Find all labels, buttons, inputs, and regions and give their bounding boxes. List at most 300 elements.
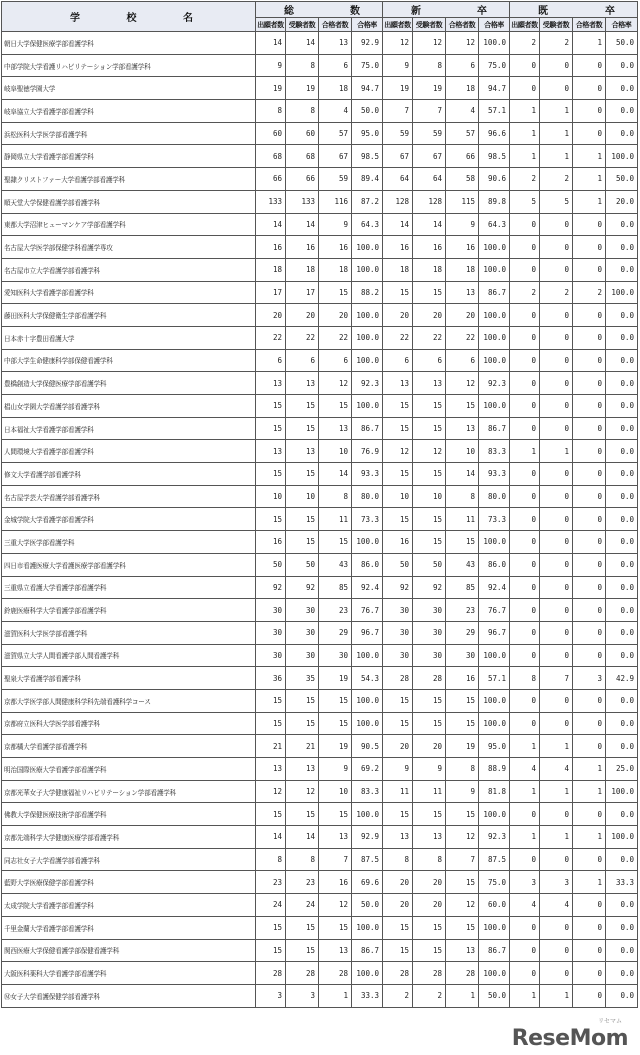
value-cell: 1 [573,190,606,213]
school-name-cell: 佛教大学保健医療技術学部看護学科 [2,803,256,826]
value-cell: 92.3 [479,372,510,395]
value-cell: 0 [540,372,573,395]
value-cell: 0 [573,213,606,236]
value-cell: 15 [383,395,413,418]
value-cell: 50 [256,553,286,576]
value-cell: 8 [413,54,446,77]
value-cell: 89.4 [352,168,383,191]
value-cell: 100.0 [479,32,510,55]
value-cell: 15 [413,281,446,304]
value-cell: 0 [573,258,606,281]
value-cell: 100.0 [352,689,383,712]
value-cell: 16 [413,236,446,259]
value-cell: 9 [256,54,286,77]
value-cell: 28 [319,962,352,985]
value-cell: 25.0 [606,758,638,781]
value-cell: 0.0 [606,304,638,327]
value-cell: 59 [383,122,413,145]
value-cell: 87.5 [352,848,383,871]
value-cell: 0 [540,236,573,259]
value-cell: 15 [413,508,446,531]
school-name-cell: 豊橋創造大学保健医療学部看護学科 [2,372,256,395]
value-cell: 6 [286,349,319,372]
value-cell: 133 [256,190,286,213]
value-cell: 15 [286,531,319,554]
value-cell: 0.0 [606,894,638,917]
value-cell: 86.7 [479,417,510,440]
value-cell: 3 [286,984,319,1007]
value-cell: 86.7 [352,417,383,440]
value-cell: 13 [256,440,286,463]
table-row [2,848,638,871]
table-row [2,395,638,418]
value-cell: 0.0 [606,621,638,644]
value-cell: 100.0 [606,826,638,849]
value-cell: 13 [286,758,319,781]
value-cell: 16 [319,871,352,894]
value-cell: 4 [510,894,540,917]
value-cell: 92 [383,576,413,599]
value-cell: 67 [383,145,413,168]
value-cell: 28 [446,962,479,985]
column-header: 出願者数 [256,18,286,32]
value-cell: 30 [256,621,286,644]
value-cell: 10 [319,440,352,463]
value-cell: 9 [319,758,352,781]
school-name-cell: 静岡県立大学看護学部看護学科 [2,145,256,168]
value-cell: 22 [286,326,319,349]
school-name-cell: 順天堂大学保健看護学部看護学科 [2,190,256,213]
value-cell: 6 [446,54,479,77]
value-cell: 0 [573,916,606,939]
value-cell: 30 [256,599,286,622]
value-cell: 57 [446,122,479,145]
value-cell: 15 [413,803,446,826]
school-name-cell: 京都光華女子大学健康福祉リハビリテーション学部看護学科 [2,780,256,803]
table-row [2,553,638,576]
value-cell: 30 [286,644,319,667]
value-cell: 2 [540,32,573,55]
value-cell: 13 [286,440,319,463]
value-cell: 0 [573,440,606,463]
value-cell: 30 [383,644,413,667]
value-cell: 4 [540,758,573,781]
value-cell: 28 [256,962,286,985]
value-cell: 4 [510,758,540,781]
value-cell: 15 [319,689,352,712]
value-cell: 0 [540,417,573,440]
value-cell: 15 [413,689,446,712]
table-row [2,712,638,735]
value-cell: 1 [573,758,606,781]
value-cell: 0 [540,803,573,826]
value-cell: 0 [540,848,573,871]
value-cell: 100.0 [352,531,383,554]
value-cell: 20 [413,894,446,917]
value-cell: 16 [286,236,319,259]
value-cell: 12 [286,780,319,803]
value-cell: 15 [383,939,413,962]
table-row [2,463,638,486]
school-name-cell: 京都府立医科大学医学部看護学科 [2,712,256,735]
value-cell: 100.0 [479,236,510,259]
value-cell: 14 [286,826,319,849]
value-cell: 60 [286,122,319,145]
value-cell: 22 [446,326,479,349]
value-cell: 1 [510,440,540,463]
school-name-cell: 聖泉大学看護学部看護学科 [2,667,256,690]
table-row [2,417,638,440]
value-cell: 15 [446,531,479,554]
value-cell: 1 [540,826,573,849]
value-cell: 1 [540,735,573,758]
value-cell: 6 [383,349,413,372]
school-name-cell: 四日市看護医療大学看護医療学部看護学科 [2,553,256,576]
value-cell: 13 [319,417,352,440]
value-cell: 0.0 [606,417,638,440]
table-row [2,621,638,644]
value-cell: 12 [256,780,286,803]
value-cell: 100.0 [479,304,510,327]
value-cell: 15 [286,712,319,735]
value-cell: 115 [446,190,479,213]
school-name-cell: 日本赤十字豊田看護大学 [2,326,256,349]
value-cell: 1 [510,984,540,1007]
value-cell: 1 [510,122,540,145]
value-cell: 0.0 [606,803,638,826]
value-cell: 43 [319,553,352,576]
value-cell: 15 [286,689,319,712]
value-cell: 13 [256,758,286,781]
value-cell: 14 [256,32,286,55]
value-cell: 15 [286,916,319,939]
value-cell: 0 [510,508,540,531]
value-cell: 0 [540,599,573,622]
value-cell: 15 [413,939,446,962]
school-name-cell: 名古屋市立大学看護学部看護学科 [2,258,256,281]
value-cell: 0 [510,326,540,349]
table-row [2,485,638,508]
value-cell: 0 [573,395,606,418]
value-cell: 11 [413,780,446,803]
value-cell: 0 [540,213,573,236]
value-cell: 0 [510,349,540,372]
value-cell: 20 [383,304,413,327]
value-cell: 68 [256,145,286,168]
value-cell: 0 [510,576,540,599]
value-cell: 15 [319,916,352,939]
value-cell: 15 [413,463,446,486]
school-name-cell: 関西医療大学保健看護学部保健看護学科 [2,939,256,962]
value-cell: 15 [256,939,286,962]
table-row [2,576,638,599]
value-cell: 30 [286,599,319,622]
value-cell: 100.0 [352,644,383,667]
school-name-cell: 名古屋学芸大学看護学部看護学科 [2,485,256,508]
value-cell: 13 [256,372,286,395]
value-cell: 116 [319,190,352,213]
school-name-cell: 中部学院大学看護リハビリテーション学部看護学科 [2,54,256,77]
value-cell: 1 [573,780,606,803]
value-cell: 16 [446,667,479,690]
value-cell: 0 [573,236,606,259]
value-cell: 58 [446,168,479,191]
value-cell: 13 [319,939,352,962]
value-cell: 0 [510,54,540,77]
value-cell: 30 [413,644,446,667]
school-name-cell: 金城学院大学看護学部看護学科 [2,508,256,531]
value-cell: 0.0 [606,100,638,123]
value-cell: 1 [540,984,573,1007]
value-cell: 15 [446,395,479,418]
value-cell: 20 [446,304,479,327]
value-cell: 15 [413,531,446,554]
table-row [2,894,638,917]
value-cell: 100.0 [352,803,383,826]
value-cell: 15 [256,395,286,418]
value-cell: 93.3 [352,463,383,486]
value-cell: 69.2 [352,758,383,781]
value-cell: 0 [540,712,573,735]
table-row [2,77,638,100]
value-cell: 15 [446,689,479,712]
value-cell: 12 [319,372,352,395]
value-cell: 15 [286,803,319,826]
value-cell: 6 [319,349,352,372]
value-cell: 13 [446,939,479,962]
school-name-cell: 滋賀医科大学医学部看護学科 [2,621,256,644]
value-cell: 0 [540,395,573,418]
value-cell: 92.3 [352,372,383,395]
value-cell: 57 [319,122,352,145]
value-cell: 96.7 [479,621,510,644]
value-cell: 0.0 [606,735,638,758]
value-cell: 100.0 [479,803,510,826]
value-cell: 24 [286,894,319,917]
value-cell: 3 [256,984,286,1007]
value-cell: 4 [540,894,573,917]
value-cell: 18 [413,258,446,281]
value-cell: 15 [319,531,352,554]
value-cell: 3 [573,667,606,690]
value-cell: 7 [383,100,413,123]
value-cell: 86.7 [479,939,510,962]
value-cell: 69.6 [352,871,383,894]
value-cell: 85 [446,576,479,599]
value-cell: 20.0 [606,190,638,213]
value-cell: 8 [446,758,479,781]
value-cell: 2 [510,168,540,191]
column-header: 受験者数 [413,18,446,32]
value-cell: 3 [510,871,540,894]
value-cell: 5 [540,190,573,213]
value-cell: 10 [319,780,352,803]
value-cell: 1 [510,826,540,849]
value-cell: 18 [286,258,319,281]
column-header: 出願者数 [510,18,540,32]
value-cell: 9 [446,780,479,803]
value-cell: 15 [256,417,286,440]
value-cell: 98.5 [479,145,510,168]
value-cell: 20 [413,735,446,758]
value-cell: 0.0 [606,258,638,281]
value-cell: 15 [446,712,479,735]
column-header: 出願者数 [383,18,413,32]
value-cell: 18 [319,77,352,100]
value-cell: 0 [573,689,606,712]
value-cell: 0 [540,916,573,939]
value-cell: 92.9 [352,826,383,849]
value-cell: 14 [256,213,286,236]
school-name-cell: 愛知医科大学看護学部看護学科 [2,281,256,304]
value-cell: 0.0 [606,984,638,1007]
value-cell: 8 [446,485,479,508]
value-cell: 30 [383,599,413,622]
value-cell: 87.5 [479,848,510,871]
table-row [2,508,638,531]
school-name-cell: 藤田医科大学保健衛生学部看護学科 [2,304,256,327]
school-name-cell: Ⓜ女子大学看護保健学部看護学科 [2,984,256,1007]
value-cell: 28 [286,962,319,985]
value-cell: 86.0 [479,553,510,576]
value-cell: 8 [319,485,352,508]
value-cell: 81.8 [479,780,510,803]
value-cell: 20 [413,871,446,894]
school-name-cell: 京都大学医学部人間健康科学科先端看護科学コース [2,689,256,712]
value-cell: 0.0 [606,463,638,486]
value-cell: 0.0 [606,962,638,985]
value-cell: 13 [413,826,446,849]
value-cell: 92.4 [479,576,510,599]
value-cell: 54.3 [352,667,383,690]
value-cell: 0 [510,236,540,259]
value-cell: 7 [413,100,446,123]
value-cell: 6 [446,349,479,372]
value-cell: 76.9 [352,440,383,463]
value-cell: 0 [540,644,573,667]
value-cell: 7 [319,848,352,871]
value-cell: 73.3 [479,508,510,531]
school-name-cell: 東都大学沼津ヒューマンケア学部看護学科 [2,213,256,236]
value-cell: 20 [413,304,446,327]
value-cell: 9 [383,758,413,781]
value-cell: 0.0 [606,54,638,77]
school-name-cell: 日本福祉大学看護学部看護学科 [2,417,256,440]
school-name-cell: 藍野大学医療保健学部看護学科 [2,871,256,894]
value-cell: 64 [383,168,413,191]
value-cell: 1 [540,780,573,803]
table-row [2,236,638,259]
value-cell: 0.0 [606,440,638,463]
value-cell: 15 [446,803,479,826]
column-header: 受験者数 [286,18,319,32]
value-cell: 16 [383,531,413,554]
value-cell: 10 [413,485,446,508]
value-cell: 96.6 [479,122,510,145]
table-row [2,758,638,781]
value-cell: 1 [573,145,606,168]
value-cell: 66 [256,168,286,191]
value-cell: 92.4 [352,576,383,599]
value-cell: 1 [540,145,573,168]
value-cell: 50 [413,553,446,576]
value-cell: 19 [256,77,286,100]
value-cell: 15 [286,417,319,440]
value-cell: 0 [510,689,540,712]
table-row [2,984,638,1007]
table-row [2,871,638,894]
value-cell: 15 [319,281,352,304]
value-cell: 15 [446,916,479,939]
table-row [2,168,638,191]
value-cell: 90.5 [352,735,383,758]
value-cell: 28 [383,667,413,690]
value-cell: 0.0 [606,77,638,100]
table-row [2,939,638,962]
value-cell: 10 [446,440,479,463]
value-cell: 75.0 [352,54,383,77]
value-cell: 0 [510,848,540,871]
value-cell: 0.0 [606,326,638,349]
value-cell: 0 [573,100,606,123]
value-cell: 0 [510,916,540,939]
value-cell: 0.0 [606,236,638,259]
value-cell: 35 [286,667,319,690]
value-cell: 83.3 [479,440,510,463]
value-cell: 100.0 [479,349,510,372]
value-cell: 14 [286,32,319,55]
value-cell: 20 [286,304,319,327]
value-cell: 15 [446,871,479,894]
value-cell: 15 [383,689,413,712]
value-cell: 0 [540,531,573,554]
value-cell: 0 [540,349,573,372]
value-cell: 0.0 [606,508,638,531]
value-cell: 33.3 [606,871,638,894]
value-cell: 30 [413,621,446,644]
value-cell: 23 [286,871,319,894]
value-cell: 0 [540,553,573,576]
value-cell: 92.3 [479,826,510,849]
value-cell: 18 [446,77,479,100]
value-cell: 0 [510,599,540,622]
value-cell: 0 [573,962,606,985]
value-cell: 36 [256,667,286,690]
value-cell: 15 [383,712,413,735]
table-row [2,803,638,826]
school-name-cell: 太成学院大学看護学部看護学科 [2,894,256,917]
value-cell: 42.9 [606,667,638,690]
value-cell: 15 [413,395,446,418]
value-cell: 13 [446,417,479,440]
value-cell: 8 [256,848,286,871]
value-cell: 18 [319,258,352,281]
value-cell: 0 [540,962,573,985]
value-cell: 0 [540,304,573,327]
value-cell: 92 [413,576,446,599]
value-cell: 43 [446,553,479,576]
value-cell: 15 [383,281,413,304]
value-cell: 100.0 [606,780,638,803]
value-cell: 0.0 [606,349,638,372]
value-cell: 9 [319,213,352,236]
value-cell: 6 [256,349,286,372]
value-cell: 100.0 [352,304,383,327]
value-cell: 0 [510,417,540,440]
value-cell: 0 [573,599,606,622]
value-cell: 18 [383,258,413,281]
value-cell: 128 [383,190,413,213]
